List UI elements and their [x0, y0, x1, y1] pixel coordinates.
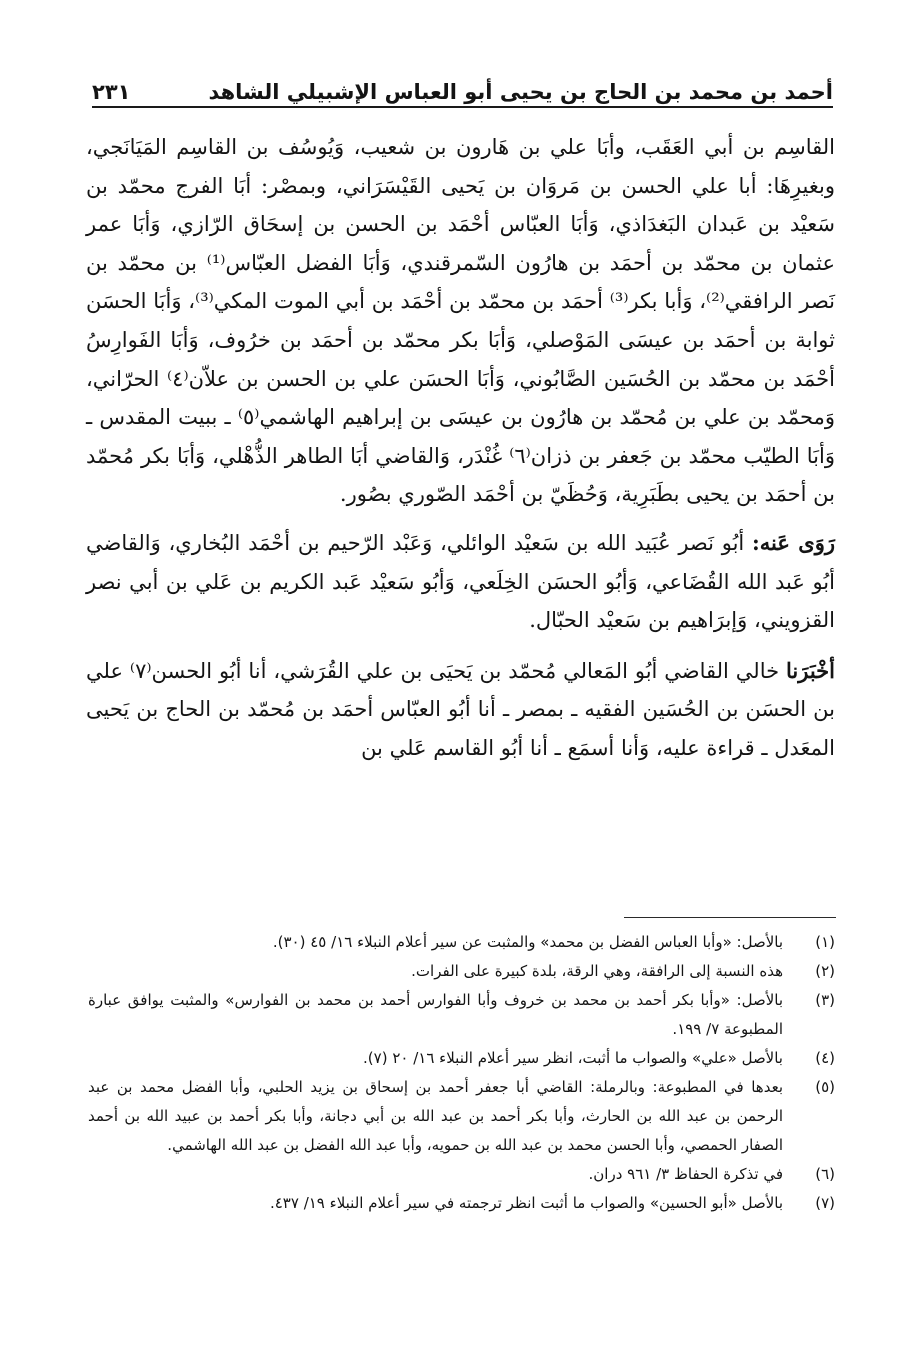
footnote-number: (٣) [815, 991, 835, 1009]
footnote-text: بالأصل «علي» والصواب ما أثبت، انظر سير أعلام النبلاء ١٦/ ٢٠ (٧). [363, 1049, 783, 1067]
footnote-6 [88, 1160, 835, 1189]
footnote-number: (٤) [815, 1049, 835, 1067]
narrated-from-text: أبُو نَصر عُبَيد الله بن سَعيْد الوائلي، وَعَبْد الرّحيم بن أحْمَد البُخاري، وَالقاضي أبُو عَبد الله القُضَاعي، وَأبُو الحسَن الخِلَعي، وَأبُو سَعيْد عَبد الكريم بن عَلي بن أبي نصر القزويني، وَإبرَاهيم بن سَعيْد الحبّال. [86, 530, 835, 633]
page-number: ٢٣١ [92, 80, 131, 104]
footnote-text: هذه النسبة إلى الرافقة، وهي الرقة، بلدة كبيرة على الفرات. [411, 962, 783, 980]
footnote-text: بعدها في المطبوعة: وبالرملة: القاضي أبا جعفر أحمد بن إسحاق بن يزيد الحلبي، وأبا الفضل محمد بن عبد الرحمن بن عبد الله بن الحارث، وأبا بكر أحمد بن عبد الله بن أبي دجانة، وأبا بكر أحمد بن عبيد الله بن أحمد الصفار الحمصي، وأبا الحسن محمد بن عبد الله بن حمويه، وأبا عبد الله الفضل بن عبد الله الهاشمي. [88, 1078, 783, 1154]
footnote-number: (٥) [815, 1078, 835, 1096]
narrated-from-lead: رَوَى عَنه: [752, 529, 835, 555]
paragraph-teachers: القاسِم بن أبي العَقَب، وأبَا علي بن هَارون بن شعيب، وَيُوسُف بن القاسِم المَيَانَجي، وبغيرِهَا: أبا علي الحسن بن مَروَان بن يَحيى القَيْسَرَاني، وبمصْر: أبَا الفرج محمّد بن سَعيْد بن عَبدان البَغدَاذي، وَأبَا العبّاس أحْمَد بن الحسن بن إسحَاق الرّازي، وَأبَا عمر عثمان بن محمّد بن أحمَد بن هارُون السّمرقندي، وَأبَا الفضل العبّاس⁽¹⁾ بن محمّد بن نَصر الرافقي⁽²⁾، وَأبا بكر⁽³⁾ أحمَد بن محمّد بن أحْمَد بن أبي الموت المكي⁽³⁾، وَأبَا الحسَن ثوابة بن أحمَد بن عيسَى المَوْصلي، وَأبَا بكر محمّد بن أحمَد بن خرُوف، وَأبَا الفَوارِسُ أحْمَد بن محمّد بن الحُسَين الصَّابُوني، وَأبَا الحسَن علي بن الحسن بن علاّن⁽٤⁾ الحرّاني، وَمحمّد بن علي بن مُحمّد بن هارُون بن عيسَى بن إبراهيم الهاشمي⁽٥⁾ ـ ببيت المقدس ـ وَأبَا الطيّب محمّد بن جَعفر بن ذزان⁽٦⁾ غُنْدَر، وَالقاضي أبَا الطاهر الذُّهْلي، وَأبَا بكر مُحمّد بن أحمَد بن يحيى بطَبَرِية، وَحُظَيّ بن أحْمَد الصّوري بصُور. [86, 135, 836, 507]
footnote-3 [88, 986, 835, 1044]
footnote-divider [624, 917, 836, 918]
footnote-text: بالأصل: «وأبا العباس الفضل بن محمد» والمثبت عن سير أعلام النبلاء ١٦/ ٤٥ (٣٠). [272, 933, 783, 951]
akhbarana-lead: أخْبَرَنا [786, 657, 835, 683]
paragraph-isnad [86, 652, 835, 768]
footnote-4 [88, 1044, 835, 1073]
footnote-7 [88, 1189, 835, 1218]
footnote-number: (٧) [815, 1194, 835, 1212]
footnote-text: بالأصل: «وأبا بكر أحمد بن محمد بن خروف وأبا الفوارس أحمد بن محمد بن الفوارس» والمثبت يوافق عبارة المطبوعة ٧/ ١٩٩. [88, 991, 783, 1038]
footnote-text: في تذكرة الحفاظ ٣/ ٩٦١ دران. [588, 1165, 783, 1183]
footnote-number: (٢) [815, 962, 835, 980]
page-header [92, 64, 833, 104]
running-title: أحمد بن محمد بن الحاج بن يحيى أبو العباس الإشبيلي الشاهد [208, 80, 833, 104]
footnote-text: بالأصل «أبو الحسين» والصواب ما أثبت انظر ترجمته في سير أعلام النبلاء ١٩/ ٤٣٧. [269, 1194, 783, 1212]
footnote-2 [88, 957, 835, 986]
footnote-1 [88, 928, 835, 957]
footnote-number: (٦) [815, 1165, 835, 1183]
main-text [86, 128, 835, 768]
footnotes [88, 928, 835, 1218]
header-divider [92, 106, 833, 108]
footnote-5 [88, 1073, 835, 1160]
paragraph-narrators [86, 524, 835, 640]
footnote-number: (١) [815, 933, 835, 951]
isnad-text: خالي القاضي أبُو المَعالي مُحمّد بن يَحيَى بن علي القُرَشي، أنا أبُو الحسن⁽٧⁾ علي بن الحسَن بن الحُسَين الفقيه ـ بمصر ـ أنا أبُو العبّاس أحمَد بن مُحمّد بن الحاج بن يَحيى المعَدل ـ قراءة عليه، وَأنا أسمَع ـ أنا أبُو القاسم عَلي بن [86, 658, 835, 760]
